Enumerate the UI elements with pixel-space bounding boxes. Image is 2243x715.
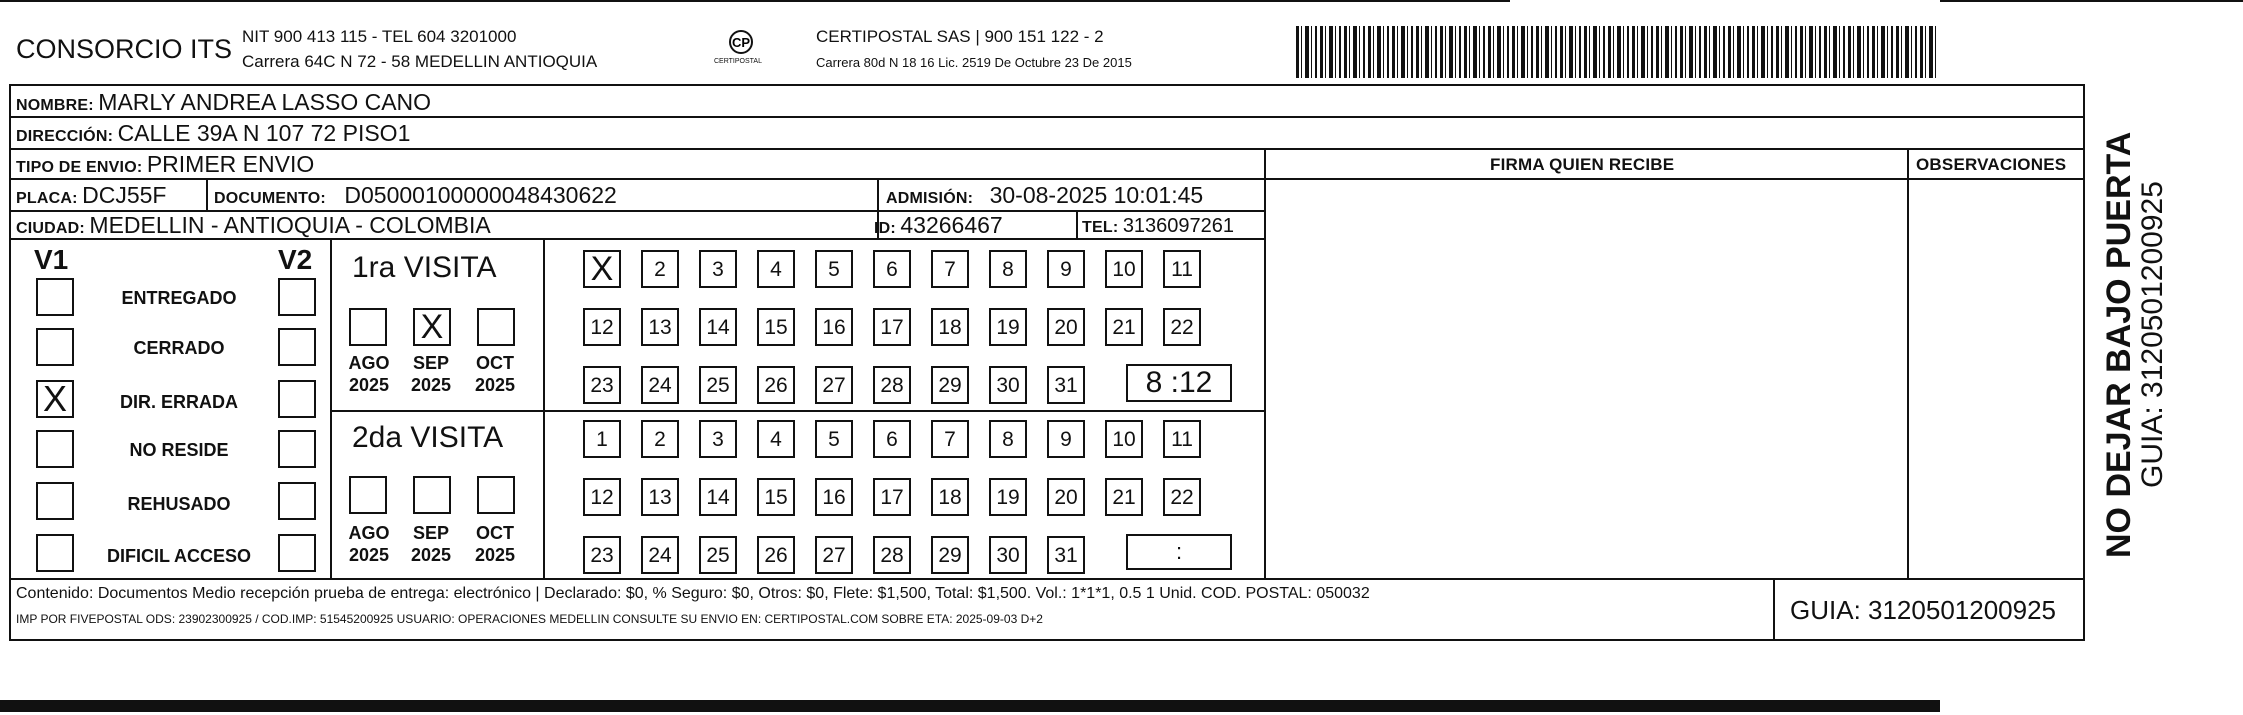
- visit1-month-sep-box[interactable]: X: [413, 308, 451, 346]
- v1-label: V1: [34, 244, 69, 275]
- rule: [1076, 210, 1078, 238]
- placa-label: PLACA:: [16, 190, 78, 207]
- v1-cerrado-checkbox[interactable]: [36, 328, 74, 366]
- footer-guia: GUIA: 3120501200925: [1790, 595, 2056, 625]
- v1-dir-errada-checkbox[interactable]: X: [36, 380, 74, 418]
- rule: [9, 116, 2085, 118]
- visit2-day-6-box[interactable]: 6: [873, 420, 911, 458]
- visit1-month-sep-label: SEP 2025: [410, 353, 452, 395]
- visit1-day-4-box[interactable]: 4: [757, 250, 795, 288]
- tipo-envio-label: TIPO DE ENVIO:: [16, 159, 143, 176]
- visit2-day-1-box[interactable]: 1: [583, 420, 621, 458]
- rule: [330, 410, 1264, 412]
- visit1-month-ago-label: AGO 2025: [348, 353, 390, 395]
- visit2-day-7-box[interactable]: 7: [931, 420, 969, 458]
- footer-contents: Contenido: Documentos Medio recepción prueba de entrega: electrónico | Declarado: $0, % Seguro: $0, Otros: $0, Flete: $1,500, Total: $1,500. Vol.: 1*1*1, 0.5 1 Unid. COD. POSTAL: 050032: [16, 585, 1370, 602]
- visit2-day-23-box[interactable]: 23: [583, 536, 621, 574]
- v1-dificil-acceso-checkbox[interactable]: [36, 534, 74, 572]
- id-row: [874, 214, 1003, 237]
- v2-no-reside-checkbox[interactable]: [278, 430, 316, 468]
- rule: [1907, 148, 1909, 578]
- visit2-day-10-box[interactable]: 10: [1105, 420, 1143, 458]
- side-guia: GUIA: 3120501200925: [2136, 181, 2169, 488]
- rule: [1773, 578, 1775, 641]
- visit2-day-30-box[interactable]: 30: [989, 536, 1027, 574]
- company-address: Carrera 64C N 72 - 58 MEDELLIN ANTIOQUIA: [242, 52, 598, 71]
- visit1-month-oct-label: OCT 2025: [474, 353, 516, 395]
- visit1-day-28-box[interactable]: 28: [873, 366, 911, 404]
- visit1-day-13-box[interactable]: 13: [641, 308, 679, 346]
- v2-dir-errada-checkbox[interactable]: [278, 380, 316, 418]
- status-label-no-reside: NO RESIDE: [129, 440, 229, 460]
- visit1-day-20-box[interactable]: 20: [1047, 308, 1085, 346]
- top-rule: [0, 0, 1510, 2]
- ciudad-value: MEDELLIN - ANTIOQUIA - COLOMBIA: [89, 212, 491, 238]
- nombre-row: [16, 91, 431, 114]
- status-label-cerrado: CERRADO: [133, 338, 225, 358]
- visit2-day-29-box[interactable]: 29: [931, 536, 969, 574]
- ciudad-label: CIUDAD:: [16, 220, 85, 237]
- visit1-day-15-box[interactable]: 15: [757, 308, 795, 346]
- certipostal-logo: [706, 28, 776, 74]
- visit1-day-31-box[interactable]: 31: [1047, 366, 1085, 404]
- firma-label: FIRMA QUIEN RECIBE: [1490, 155, 1675, 174]
- visit1-day-2-box[interactable]: 2: [641, 250, 679, 288]
- visit2-day-11-box[interactable]: 11: [1163, 420, 1201, 458]
- visit2-day-5-box[interactable]: 5: [815, 420, 853, 458]
- visit2-day-2-box[interactable]: 2: [641, 420, 679, 458]
- visit1-day-23-box[interactable]: 23: [583, 366, 621, 404]
- v2-label: V2: [278, 244, 313, 275]
- visit1-day-14-box[interactable]: 14: [699, 308, 737, 346]
- visit2-day-9-box[interactable]: 9: [1047, 420, 1085, 458]
- v2-rehusado-checkbox[interactable]: [278, 482, 316, 520]
- admision-value: 30-08-2025 10:01:45: [989, 182, 1204, 208]
- nit-line: NIT 900 413 115 - TEL 604 3201000: [242, 27, 517, 46]
- barcode: [1296, 26, 1936, 78]
- bottom-rule: [0, 700, 1940, 712]
- top-rule-right: [1940, 0, 2243, 2]
- visit1-day-7-box[interactable]: 7: [931, 250, 969, 288]
- side-warning: NO DEJAR BAJO PUERTA: [2100, 131, 2138, 558]
- rule: [1264, 148, 1266, 578]
- visit1-day-18-box[interactable]: 18: [931, 308, 969, 346]
- footer-print-info: IMP POR FIVEPOSTAL ODS: 23902300925 / COD.IMP: 51545200925 USUARIO: OPERACIONES MEDELLIN CONSULTE SU ENVIO EN: CERTIPOSTAL.COM SOBRE ETA: 2025-09-03 D+2: [16, 612, 1043, 626]
- visit1-day-17-box[interactable]: 17: [873, 308, 911, 346]
- visit1-day-22-box[interactable]: 22: [1163, 308, 1201, 346]
- rule: [9, 238, 1266, 240]
- tel-value: 3136097261: [1122, 215, 1235, 237]
- status-label-entregado: ENTREGADO: [121, 288, 237, 308]
- visit1-day-5-box[interactable]: 5: [815, 250, 853, 288]
- rule: [543, 238, 545, 578]
- status-label-dificil-acceso: DIFICIL ACCESO: [106, 546, 251, 566]
- company-name: CONSORCIO ITS: [16, 34, 233, 64]
- visit1-time-box[interactable]: 8 :12: [1126, 364, 1232, 402]
- logo-text: CERTIPOSTAL: [714, 58, 762, 65]
- v2-entregado-checkbox[interactable]: [278, 278, 316, 316]
- tipo-envio-value: PRIMER ENVIO: [146, 151, 315, 177]
- visit1-day-1-box[interactable]: X: [583, 250, 621, 288]
- ciudad-row: [16, 214, 491, 237]
- visit1-day-11-box[interactable]: 11: [1163, 250, 1201, 288]
- visit2-day-28-box[interactable]: 28: [873, 536, 911, 574]
- visit1-day-19-box[interactable]: 19: [989, 308, 1027, 346]
- visit1-month-oct-box[interactable]: [477, 308, 515, 346]
- direccion-row: [16, 122, 410, 145]
- tipo-envio-row: [16, 153, 314, 176]
- visit2-month-sep-label: SEP 2025: [410, 523, 452, 565]
- visit1-day-24-box[interactable]: 24: [641, 366, 679, 404]
- visit1-day-27-box[interactable]: 27: [815, 366, 853, 404]
- status-label-dir-errada: DIR. ERRADA: [119, 392, 238, 412]
- observaciones-label: OBSERVACIONES: [1916, 155, 2067, 174]
- visit2-time-box[interactable]: :: [1126, 534, 1232, 570]
- visit1-day-21-box[interactable]: 21: [1105, 308, 1143, 346]
- visit1-title: 1ra VISITA: [352, 251, 497, 284]
- id-value: 43266467: [900, 212, 1003, 238]
- visit2-day-18-box[interactable]: 18: [931, 478, 969, 516]
- license-line: Carrera 80d N 18 16 Lic. 2519 De Octubre 23 De 2015: [816, 55, 1132, 70]
- v2-cerrado-checkbox[interactable]: [278, 328, 316, 366]
- rule: [330, 238, 332, 578]
- v1-entregado-checkbox[interactable]: [36, 278, 74, 316]
- carrier-line: CERTIPOSTAL SAS | 900 151 122 - 2: [816, 27, 1104, 46]
- visit2-day-15-box[interactable]: 15: [757, 478, 795, 516]
- visit2-day-17-box[interactable]: 17: [873, 478, 911, 516]
- visit1-day-30-box[interactable]: 30: [989, 366, 1027, 404]
- visit2-day-3-box[interactable]: 3: [699, 420, 737, 458]
- visit1-day-12-box[interactable]: 12: [583, 308, 621, 346]
- v1-rehusado-checkbox[interactable]: [36, 482, 74, 520]
- visit1-day-29-box[interactable]: 29: [931, 366, 969, 404]
- placa-value: DCJ55F: [82, 182, 167, 208]
- direccion-value: CALLE 39A N 107 72 PISO1: [117, 120, 411, 146]
- documento-value: D0500010000004843062​2: [344, 182, 617, 208]
- visit2-month-ago-label: AGO 2025: [348, 523, 390, 565]
- rule: [206, 178, 208, 210]
- visit2-day-22-box[interactable]: 22: [1163, 478, 1201, 516]
- v1-no-reside-checkbox[interactable]: [36, 430, 74, 468]
- tel-label: TEL:: [1082, 219, 1119, 236]
- visit2-day-24-box[interactable]: 24: [641, 536, 679, 574]
- visit2-day-16-box[interactable]: 16: [815, 478, 853, 516]
- visit2-month-ago-box[interactable]: [349, 476, 387, 514]
- visit1-day-16-box[interactable]: 16: [815, 308, 853, 346]
- rule: [9, 148, 2085, 150]
- visit2-day-14-box[interactable]: 14: [699, 478, 737, 516]
- visit1-day-9-box[interactable]: 9: [1047, 250, 1085, 288]
- visit1-day-6-box[interactable]: 6: [873, 250, 911, 288]
- visit2-day-8-box[interactable]: 8: [989, 420, 1027, 458]
- visit2-month-sep-box[interactable]: [413, 476, 451, 514]
- visit2-day-19-box[interactable]: 19: [989, 478, 1027, 516]
- visit2-day-13-box[interactable]: 13: [641, 478, 679, 516]
- visit2-day-26-box[interactable]: 26: [757, 536, 795, 574]
- id-label: ID:: [874, 220, 896, 237]
- v2-dificil-acceso-checkbox[interactable]: [278, 534, 316, 572]
- documento-row: [214, 184, 617, 207]
- visit2-day-4-box[interactable]: 4: [757, 420, 795, 458]
- visit2-day-12-box[interactable]: 12: [583, 478, 621, 516]
- visit2-month-oct-label: OCT 2025: [474, 523, 516, 565]
- visit2-title: 2da VISITA: [352, 421, 504, 454]
- visit2-day-21-box[interactable]: 21: [1105, 478, 1143, 516]
- visit1-day-8-box[interactable]: 8: [989, 250, 1027, 288]
- documento-label: DOCUMENTO:: [214, 190, 326, 207]
- visit1-day-3-box[interactable]: 3: [699, 250, 737, 288]
- status-label-rehusado: REHUSADO: [127, 494, 231, 514]
- visit2-day-31-box[interactable]: 31: [1047, 536, 1085, 574]
- visit2-day-20-box[interactable]: 20: [1047, 478, 1085, 516]
- svg-text:CP: CP: [731, 35, 751, 50]
- admision-label: ADMISIÓN:: [886, 190, 974, 207]
- visit1-month-ago-box[interactable]: [349, 308, 387, 346]
- visit2-month-oct-box[interactable]: [477, 476, 515, 514]
- nombre-label: NOMBRE:: [16, 97, 94, 114]
- direccion-label: DIRECCIÓN:: [16, 128, 114, 145]
- admision-row: [886, 184, 1203, 207]
- visit1-day-25-box[interactable]: 25: [699, 366, 737, 404]
- tel-row: [1082, 216, 1234, 236]
- visit1-day-10-box[interactable]: 10: [1105, 250, 1143, 288]
- nombre-value: MARLY ANDREA LASSO CANO: [98, 89, 432, 115]
- visit2-day-25-box[interactable]: 25: [699, 536, 737, 574]
- visit1-day-26-box[interactable]: 26: [757, 366, 795, 404]
- visit2-day-27-box[interactable]: 27: [815, 536, 853, 574]
- rule: [1266, 178, 2085, 180]
- placa-row: [16, 184, 166, 207]
